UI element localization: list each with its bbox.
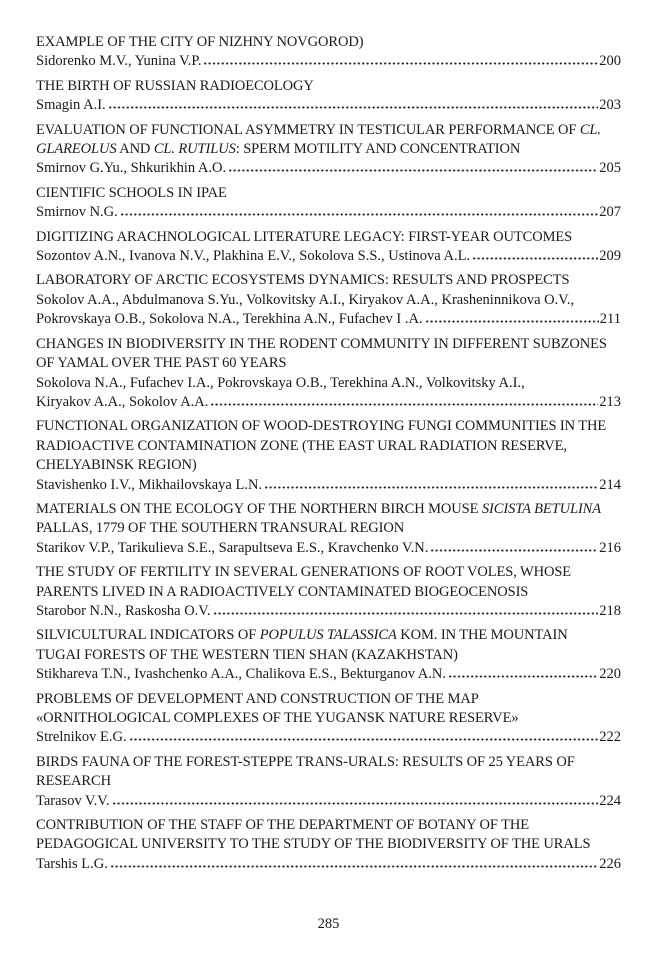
entry-title: PALLAS, 1779 OF THE SOUTHERN TRANSURAL REGION <box>36 520 405 537</box>
entry-author-row <box>36 52 621 71</box>
toc-entry <box>36 184 621 223</box>
entry-authors: Smirnov G.Yu., Shkurikhin A.O. <box>36 160 227 177</box>
dot-leader <box>213 604 599 615</box>
toc-entry <box>36 335 621 413</box>
dot-leader <box>120 205 598 216</box>
entry-authors: Tarasov V.V. <box>36 792 110 809</box>
entry-title: CIENTIFIC SCHOOLS IN IPAE <box>36 184 227 201</box>
entry-title: PROBLEMS OF DEVELOPMENT AND CONSTRUCTION OF THE MAP <box>36 690 479 707</box>
dot-leader <box>110 857 598 868</box>
entry-title: PEDAGOGICAL UNIVERSITY TO THE STUDY OF THE BIODIVERSITY OF THE URALS <box>36 836 591 853</box>
entry-title: «ORNITHOLOGICAL COMPLEXES OF THE YUGANSK NATURE RESERVE» <box>36 710 519 726</box>
entry-title: RADIOACTIVE CONTAMINATION ZONE (THE EAST URAL RADIATION RESERVE, <box>36 437 567 454</box>
entry-author-row <box>36 665 621 684</box>
entry-page-number: 211 <box>599 311 621 328</box>
entry-page-number: 218 <box>599 602 621 619</box>
entry-authors: Strelnikov E.G. <box>36 729 127 746</box>
dot-leader <box>425 312 599 323</box>
entry-page-number: 226 <box>599 855 621 872</box>
entry-authors: Sozontov A.N., Ivanova N.V., Plakhina E.V., Sokolova S.S., Ustinova A.L. <box>36 248 471 265</box>
entry-title: EVALUATION OF FUNCTIONAL ASYMMETRY IN TESTICULAR PERFORMANCE OF CL. <box>36 121 601 138</box>
dot-leader <box>472 249 598 260</box>
entry-authors: Stikhareva T.N., Ivashchenko A.A., Chalikova E.S., Bekturganov A.N. <box>36 666 446 683</box>
toc-entry <box>36 500 621 558</box>
entry-author-row <box>36 602 621 621</box>
entry-page-number: 209 <box>599 248 621 265</box>
entry-author-row <box>36 476 621 495</box>
entry-author-row <box>36 159 621 178</box>
toc-entry <box>36 228 621 267</box>
entry-author-row <box>36 539 621 558</box>
entry-title: THE STUDY OF FERTILITY IN SEVERAL GENERATIONS OF ROOT VOLES, WHOSE <box>36 564 572 581</box>
entry-authors: Stavishenko I.V., Mikhailovskaya L.N. <box>36 476 263 493</box>
entry-title: TUGAI FORESTS OF THE WESTERN TIEN SHAN (KAZAKHSTAN) <box>36 646 458 663</box>
entry-title: GLAREOLUS AND CL. RUTILUS: SPERM MOTILITY AND CONCENTRATION <box>36 141 521 158</box>
dot-leader <box>108 98 599 109</box>
entry-page-number: 207 <box>599 204 621 221</box>
entry-authors: Tarshis L.G. <box>36 855 108 872</box>
entry-authors: Sidorenko M.V., Yunina V.P. <box>36 53 202 70</box>
entry-page-number: 200 <box>599 53 621 70</box>
entry-title: CHELYABINSK REGION) <box>36 457 197 474</box>
page-footer-number: 285 <box>317 916 340 932</box>
entry-authors: Smagin A.I. <box>36 97 106 114</box>
entry-author-row <box>36 247 621 266</box>
dot-leader <box>264 478 598 489</box>
dot-leader <box>228 161 598 172</box>
entry-page-number: 213 <box>599 393 621 410</box>
entry-page-number: 214 <box>599 476 621 493</box>
entry-title: DIGITIZING ARACHNOLOGICAL LITERATURE LEGACY: FIRST-YEAR OUTCOMES <box>36 228 573 245</box>
entry-title: FUNCTIONAL ORGANIZATION OF WOOD-DESTROYING FUNGI COMMUNITIES IN THE <box>36 418 607 435</box>
entry-title: THE BIRTH OF RUSSIAN RADIOECOLOGY <box>36 77 314 94</box>
toc-entry <box>36 417 621 495</box>
entry-authors: Pokrovskaya O.B., Sokolova N.A., Terekhina A.N., Fufachev I .A. <box>36 311 423 328</box>
toc-entry <box>36 77 621 116</box>
entry-authors: Sokolov A.A., Abdulmanova S.Yu., Volkovitsky A.I., Kiryakov A.A., Krasheninnikova O.V., <box>36 291 575 308</box>
toc-entry <box>36 121 621 179</box>
entry-page-number: 220 <box>599 666 621 683</box>
entry-title: CHANGES IN BIODIVERSITY IN THE RODENT COMMUNITY IN DIFFERENT SUBZONES <box>36 335 607 352</box>
dot-leader <box>112 794 599 805</box>
entry-title: PARENTS LIVED IN A RADIOACTIVELY CONTAMINATED BIOGEOCENOSIS <box>36 583 529 600</box>
entry-author-row <box>36 393 621 412</box>
entry-page-number: 216 <box>599 539 621 556</box>
entry-page-number: 205 <box>599 160 621 177</box>
entry-author-row <box>36 792 621 811</box>
entry-authors: Smirnov N.G. <box>36 204 118 221</box>
toc-entry <box>36 626 621 684</box>
toc-entry <box>36 690 621 748</box>
entry-authors: Sokolova N.A., Fufachev I.A., Pokrovskaya O.B., Terekhina A.N., Volkovitsky A.I., <box>36 374 525 391</box>
toc-entry <box>36 271 621 329</box>
entry-author-row <box>36 203 621 222</box>
entry-title: OF YAMAL OVER THE PAST 60 YEARS <box>36 355 287 372</box>
entry-author-row <box>36 96 621 115</box>
dot-leader <box>430 541 598 552</box>
entry-title: SILVICULTURAL INDICATORS OF POPULUS TALASSICA KOM. IN THE MOUNTAIN <box>36 627 568 644</box>
dot-leader <box>203 54 598 65</box>
entry-author-row <box>36 310 621 329</box>
entry-title: BIRDS FAUNA OF THE FOREST-STEPPE TRANS-URALS: RESULTS OF 25 YEARS OF <box>36 753 575 770</box>
toc-entry <box>36 563 621 621</box>
entry-page-number: 222 <box>599 729 621 746</box>
dot-leader <box>129 730 599 741</box>
entry-authors: Starobor N.N., Raskosha O.V. <box>36 602 211 619</box>
toc-entry <box>36 816 621 874</box>
toc-entry <box>36 753 621 811</box>
dot-leader <box>210 395 598 406</box>
entry-page-number: 224 <box>599 792 621 809</box>
dot-leader <box>448 667 598 678</box>
entry-title: EXAMPLE OF THE CITY OF NIZHNY NOVGOROD) <box>36 34 364 50</box>
entry-title: MATERIALS ON THE ECOLOGY OF THE NORTHERN BIRCH MOUSE SICISTA BETULINA <box>36 500 602 517</box>
entry-title: LABORATORY OF ARCTIC ECOSYSTEMS DYNAMICS: RESULTS AND PROSPECTS <box>36 272 570 289</box>
entry-author-row <box>36 728 621 747</box>
entry-title: CONTRIBUTION OF THE STAFF OF THE DEPARTMENT OF BOTANY OF THE <box>36 817 529 834</box>
entry-title: RESEARCH <box>36 773 111 790</box>
toc-entry <box>36 33 621 72</box>
entry-authors: Starikov V.P., Tarikulieva S.E., Sarapultseva E.S., Kravchenko V.N. <box>36 539 429 556</box>
entry-page-number: 203 <box>599 97 621 114</box>
entry-authors: Kiryakov A.A., Sokolov A.A. <box>36 393 209 410</box>
entry-author-row <box>36 855 621 874</box>
